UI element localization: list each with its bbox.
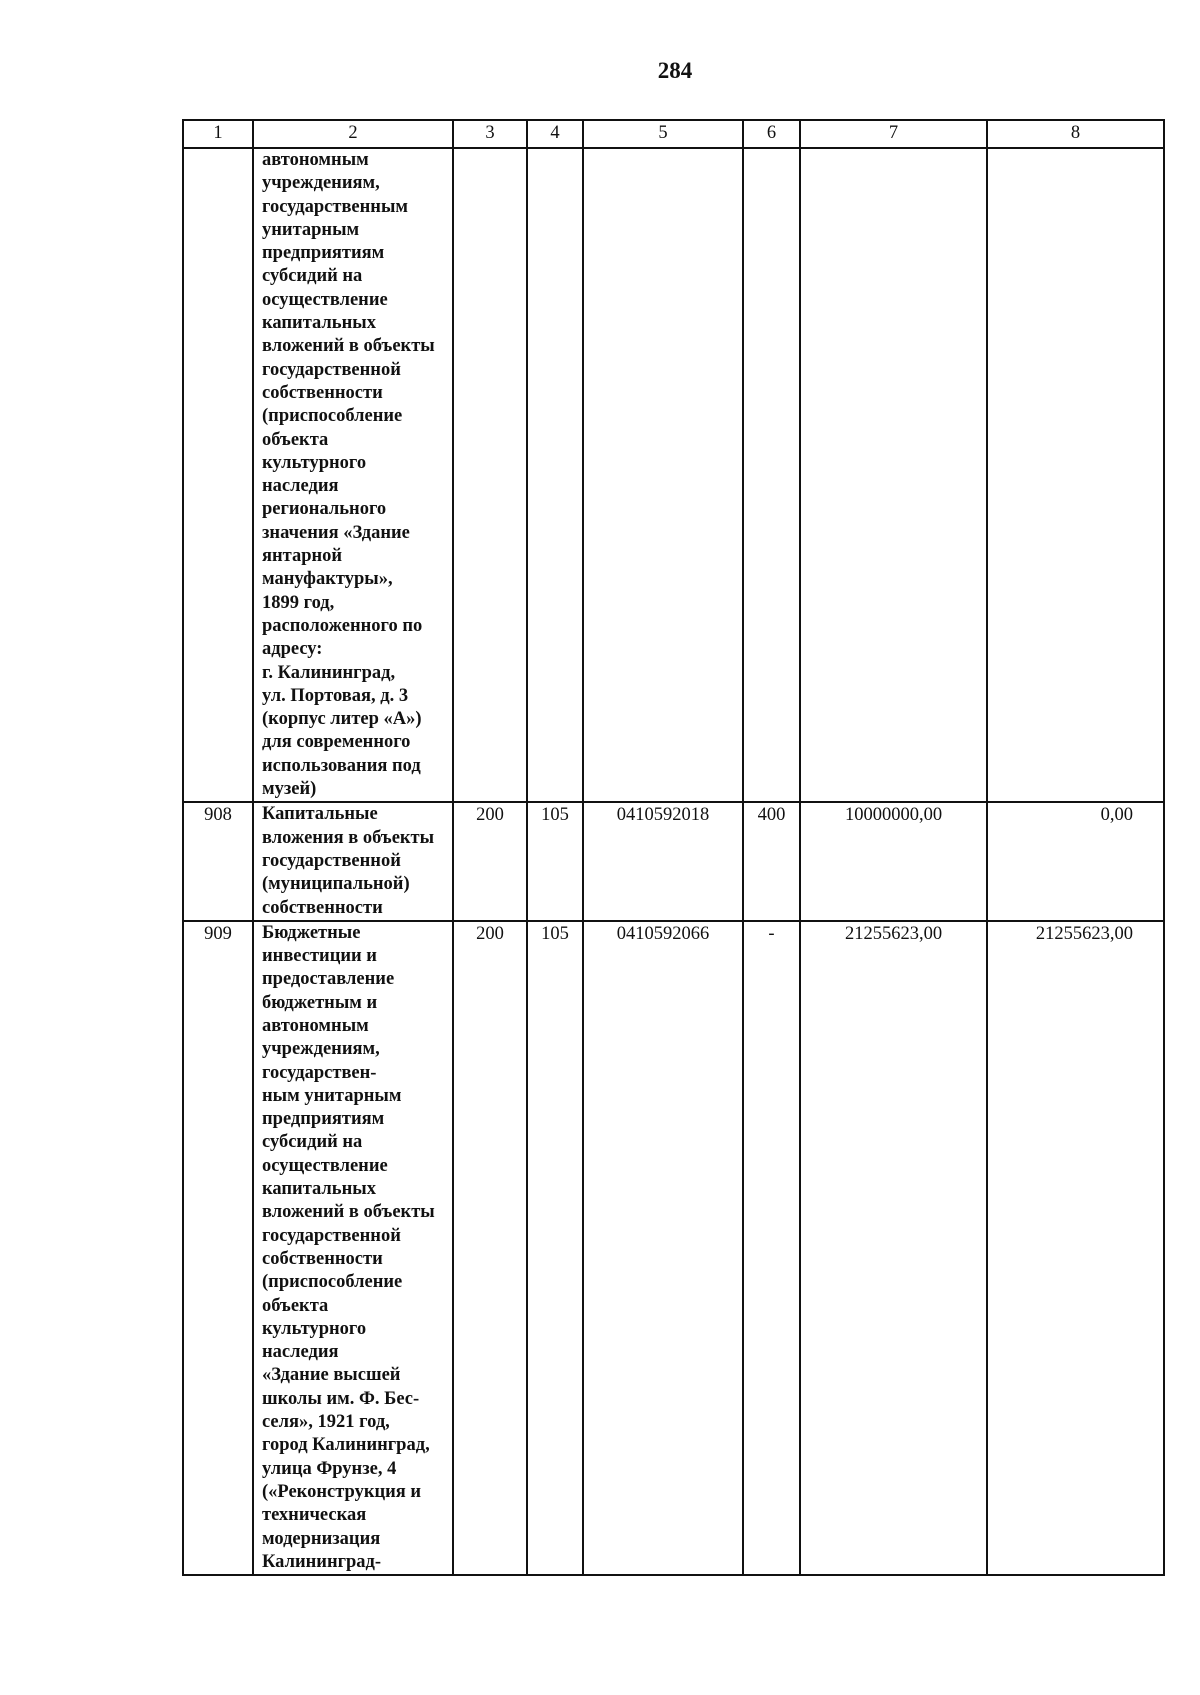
row-col-4: 105 xyxy=(527,921,583,1575)
row-description: Бюджетные инвестиции и предоставление бюджетным и автономным учреждениям, государствен- ным унитарным предприятиям субсидий на осуществление капитальных вложений в объекты государственной собственности (приспособление объекта культурного наследия «Здание высшей школы им. Ф. Бес- селя», 1921 год, город Калининград, улица Фрунзе, 4 («Реконструкция и техническая модернизация Калининград- xyxy=(253,921,453,1575)
row-col-3 xyxy=(453,148,527,802)
budget-table xyxy=(182,119,1165,1576)
row-description: автономным учреждениям, государственным унитарным предприятиям субсидий на осуществление капитальных вложений в объекты государственной собственности (приспособление объекта культурного наследия регионального значения «Здание янтарной мануфактуры», 1899 год, расположенного по адресу: г. Калининград, ул. Портовая, д. 3 (корпус литер «А») для современного использования под музей) xyxy=(253,148,453,802)
header-col-6: 6 xyxy=(743,120,800,148)
page-number: 284 xyxy=(657,58,693,83)
row-col-8: 21255623,00 xyxy=(987,921,1164,1575)
row-col-8: 0,00 xyxy=(987,802,1164,920)
row-col-6: 400 xyxy=(743,802,800,920)
header-col-7: 7 xyxy=(800,120,987,148)
table-row xyxy=(183,148,1164,802)
header-row xyxy=(183,120,1164,148)
row-col-5 xyxy=(583,148,743,802)
row-col-7: 21255623,00 xyxy=(800,921,987,1575)
row-col-5: 0410592066 xyxy=(583,921,743,1575)
row-number: 909 xyxy=(183,921,253,1575)
header-col-3: 3 xyxy=(453,120,527,148)
row-number xyxy=(183,148,253,802)
header-col-4: 4 xyxy=(527,120,583,148)
row-col-4 xyxy=(527,148,583,802)
row-col-6 xyxy=(743,148,800,802)
row-description: Капитальные вложения в объекты государственной (муниципальной) собственности xyxy=(253,802,453,920)
row-col-4: 105 xyxy=(527,802,583,920)
row-col-3: 200 xyxy=(453,921,527,1575)
row-number: 908 xyxy=(183,802,253,920)
row-col-8 xyxy=(987,148,1164,802)
row-col-7: 10000000,00 xyxy=(800,802,987,920)
row-col-6: - xyxy=(743,921,800,1575)
row-col-7 xyxy=(800,148,987,802)
header-col-5: 5 xyxy=(583,120,743,148)
table-row xyxy=(183,802,1164,920)
table-row xyxy=(183,921,1164,1575)
header-col-8: 8 xyxy=(987,120,1164,148)
row-col-3: 200 xyxy=(453,802,527,920)
row-col-5: 0410592018 xyxy=(583,802,743,920)
header-col-2: 2 xyxy=(253,120,453,148)
header-col-1: 1 xyxy=(183,120,253,148)
